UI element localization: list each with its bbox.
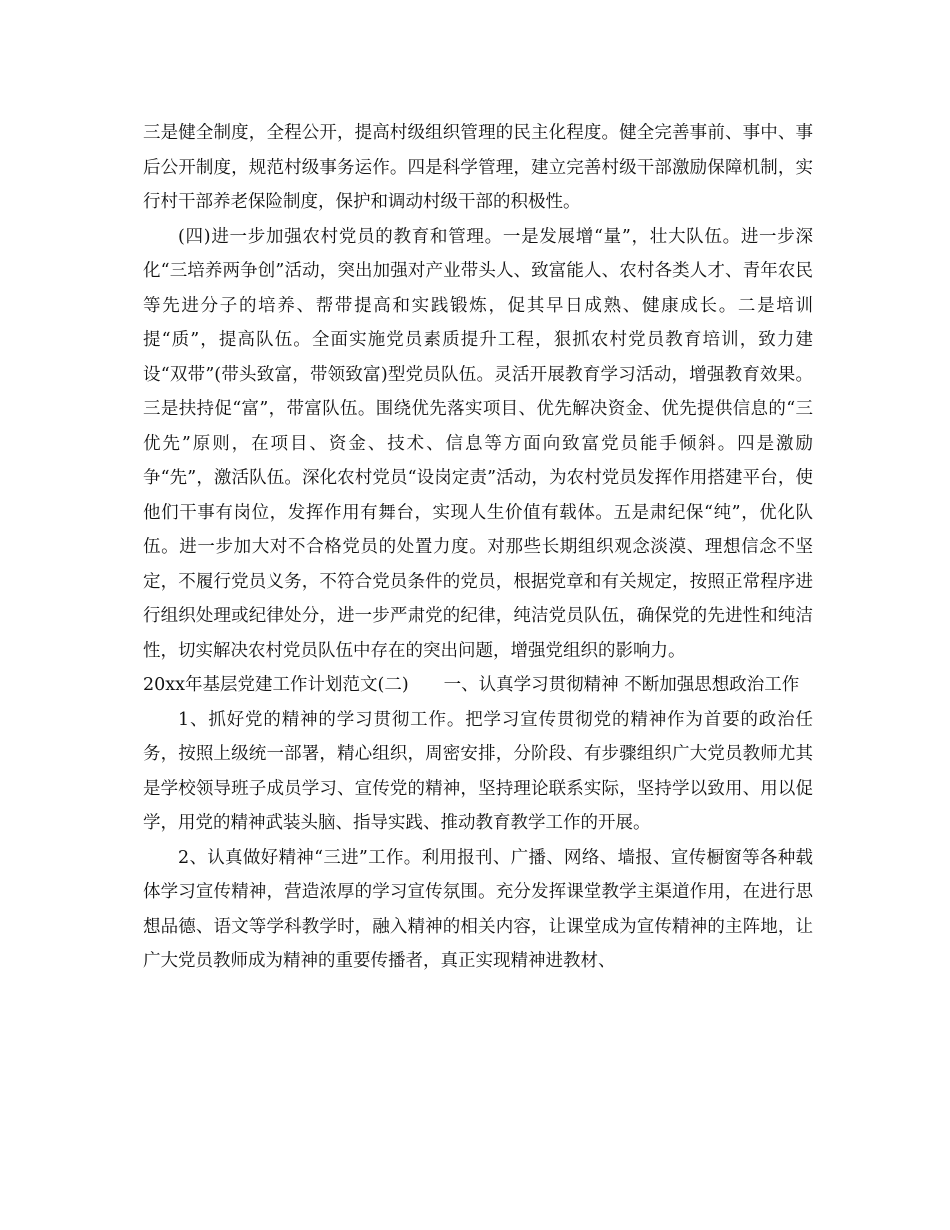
paragraph-three-entries: 2、认真做好精神“三进”工作。利用报刊、广播、网络、墙报、宣传橱窗等各种载体学习宣传精神，营造浓厚的学习宣传氛围。充分发挥课堂教学主渠道作用，在进行思想品德、语文等学科教学时，融入精神的相关内容，让课堂成为宣传精神的主阵地，让广大党员教师成为精神的重要传播者，真正实现精神进教材、 [143,847,813,971]
section-heading-plan-two: 20xx年基层党建工作计划范文(二) 一、认真学习贯彻精神 不断加强思想政治工作 [143,675,800,695]
paragraph-village-management: 三是健全制度，全程公开，提高村级组织管理的民主化程度。健全完善事前、事中、事后公开制度，规范村级事务运作。四是科学管理，建立完善村级干部激励保障机制，实行村干部养老保险制度，保护和调动村级干部的积极性。 [143,123,813,212]
document-body [143,116,813,979]
paragraph-study-spirit: 1、抓好党的精神的学习贯彻工作。把学习宣传贯彻党的精神作为首要的政治任务，按照上级统一部署，精心组织，周密安排，分阶段、有步骤组织广大党员教师尤其是学校领导班子成员学习、宣传党的精神，坚持理论联系实际，坚持学以致用、用以促学，用党的精神武装头脑、指导实践、推动教育教学工作的开展。 [143,709,813,833]
paragraph-party-member-education: (四)进一步加强农村党员的教育和管理。一是发展增“量”，壮大队伍。进一步深化“三培养两争创”活动，突出加强对产业带头人、致富能人、农村各类人才、青年农民等先进分子的培养、帮带提高和实践锻炼，促其早日成熟、健康成长。二是培训提“质”，提高队伍。全面实施党员素质提升工程，狠抓农村党员教育培训，致力建设“双带”(带头致富，带领致富)型党员队伍。灵活开展教育学习活动，增强教育效果。三是扶持促“富”，带富队伍。围绕优先落实项目、优先解决资金、优先提供信息的“三优先”原则，在项目、资金、技术、信息等方面向致富党员能手倾斜。四是激励争“先”，激活队伍。深化农村党员“设岗定责”活动，为农村党员发挥作用搭建平台，使他们干事有岗位，发挥作用有舞台，实现人生价值有载体。五是肃纪保“纯”，优化队伍。进一步加大对不合格党员的处置力度。对那些长期组织观念淡漠、理想信念不坚定，不履行党员义务，不符合党员条件的党员，根据党章和有关规定，按照正常程序进行组织处理或纪律处分，进一步严肃党的纪律，纯洁党员队伍，确保党的先进性和纯洁性，切实解决农村党员队伍中存在的突出问题，增强党组织的影响力。 [143,226,813,661]
